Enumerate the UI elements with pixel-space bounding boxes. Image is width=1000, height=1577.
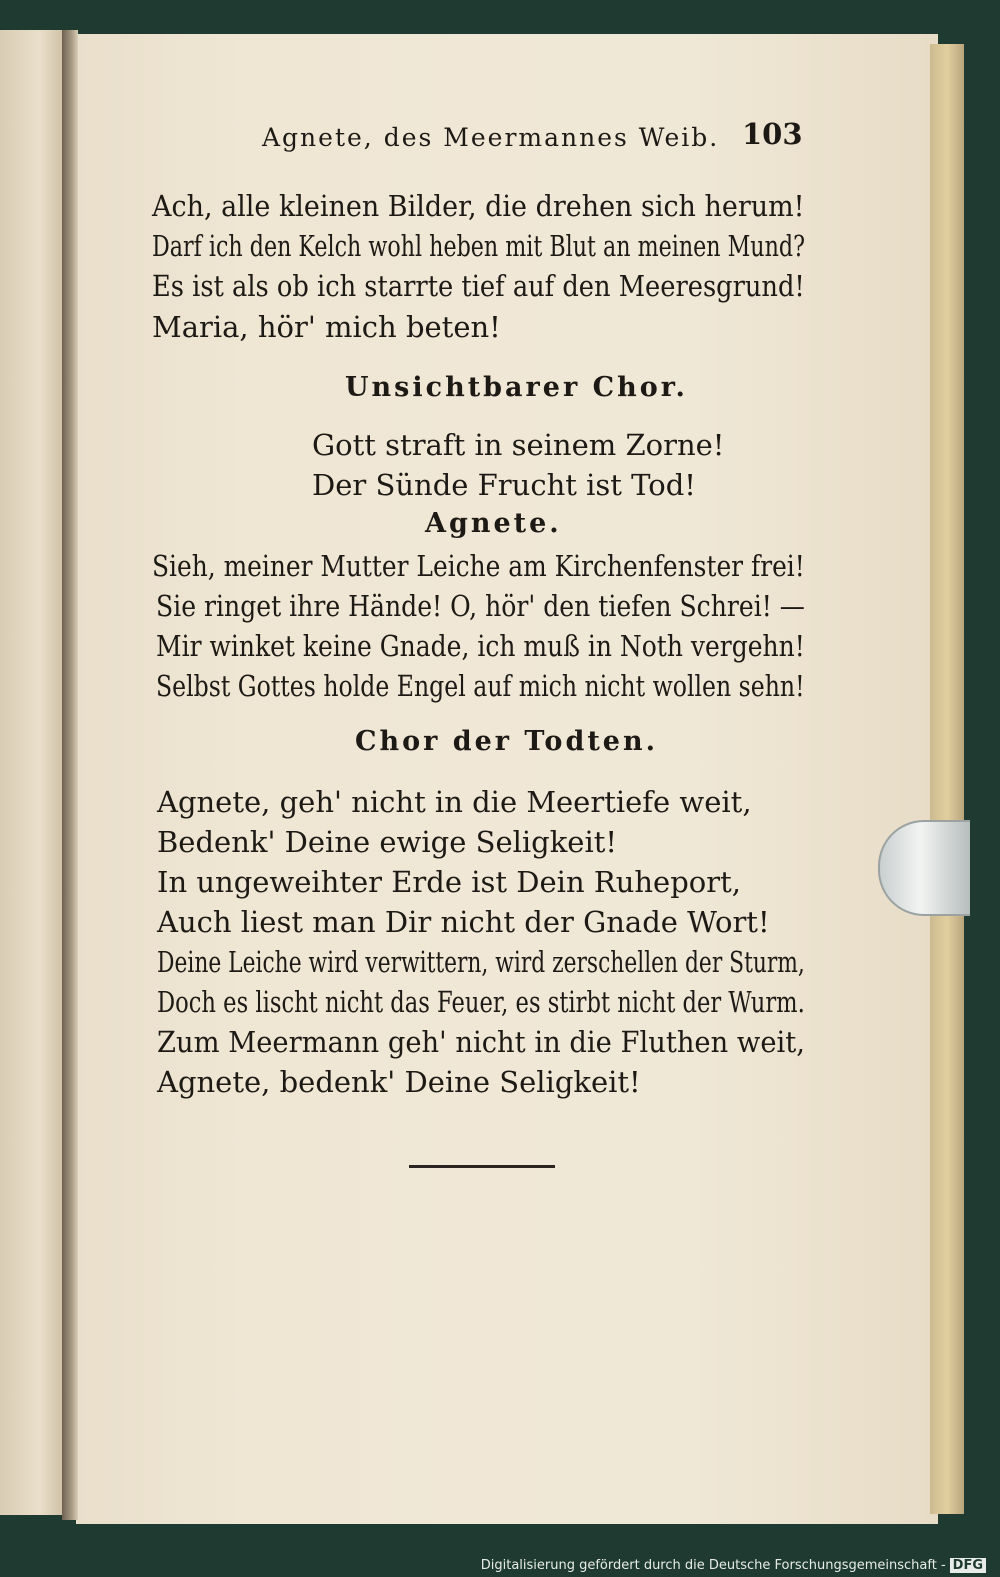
- credit-text: Digitalisierung gefördert durch die Deutsche Forschungsgemeinschaft -: [480, 1558, 946, 1573]
- speaker-heading: Agnete.: [425, 508, 562, 539]
- verse-line: Ach, alle kleinen Bilder, die drehen sich herum!: [152, 189, 805, 223]
- verse-line: Auch liest man Dir nicht der Gnade Wort!: [157, 905, 770, 939]
- verse-line: Deine Leiche wird verwittern, wird zerschellen der Sturm,: [157, 945, 805, 979]
- speaker-heading: Chor der Todten.: [355, 726, 658, 757]
- verse-line: Bedenk' Deine ewige Seligkeit!: [157, 825, 618, 859]
- verse-line: Agnete, bedenk' Deine Seligkeit!: [157, 1065, 641, 1099]
- end-rule: [409, 1165, 555, 1168]
- verse-line: Gott straft in seinem Zorne!: [312, 428, 725, 462]
- verse-line: Maria, hör' mich beten!: [152, 310, 501, 344]
- verse-line: Es ist als ob ich starrte tief auf den Meeresgrund!: [152, 269, 805, 303]
- verse-line: Selbst Gottes holde Engel auf mich nicht wollen sehn!: [156, 669, 805, 703]
- verse-line: Sie ringet ihre Hände! O, hör' den tiefen Schrei! —: [156, 589, 805, 623]
- verse-line: Agnete, geh' nicht in die Meertiefe weit,: [157, 785, 752, 819]
- page-number: 103: [742, 117, 803, 151]
- dfg-logo: DFG: [950, 1558, 986, 1573]
- verse-line: Der Sünde Frucht ist Tod!: [312, 468, 696, 502]
- digitization-credit: [481, 1558, 986, 1573]
- verse-line: Sieh, meiner Mutter Leiche am Kirchenfenster frei!: [152, 549, 805, 583]
- verse-line: Darf ich den Kelch wohl heben mit Blut an meinen Mund?: [152, 229, 805, 263]
- verse-line: Doch es lischt nicht das Feuer, es stirbt nicht der Wurm.: [157, 985, 805, 1019]
- verse-line: Zum Meermann geh' nicht in die Fluthen weit,: [157, 1025, 805, 1059]
- verse-line: Mir winket keine Gnade, ich muß in Noth vergehn!: [156, 629, 805, 663]
- verse-line: In ungeweihter Erde ist Dein Ruheport,: [157, 865, 741, 899]
- running-title: Agnete, des Meermannes Weib.: [262, 123, 720, 152]
- speaker-heading: Unsichtbarer Chor.: [345, 372, 688, 403]
